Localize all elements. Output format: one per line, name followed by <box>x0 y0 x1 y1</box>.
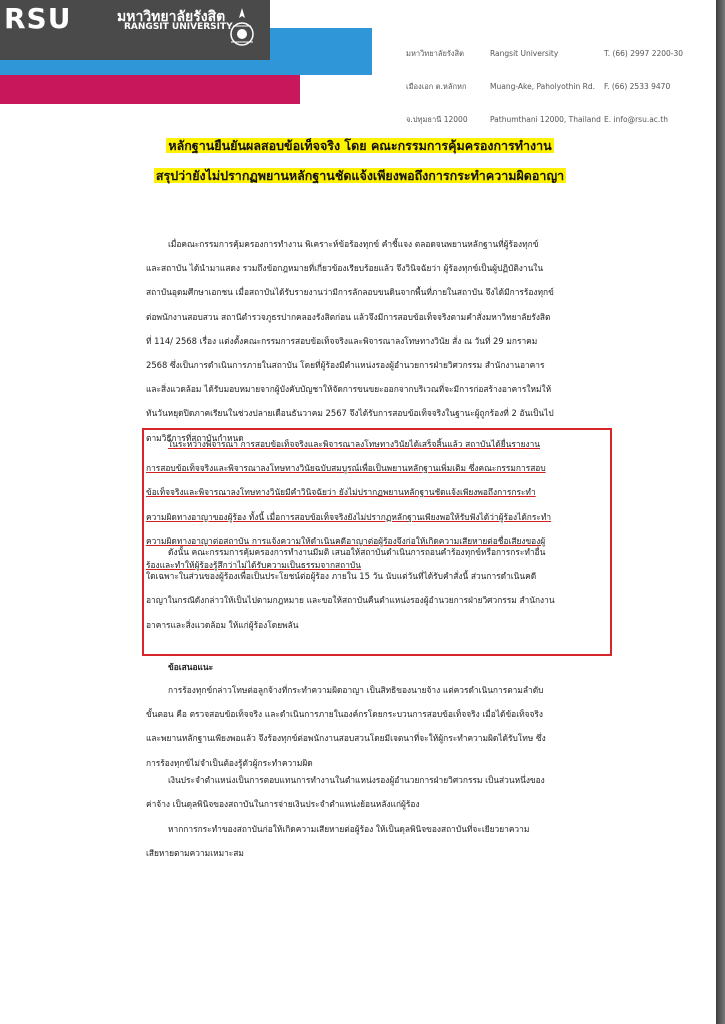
text-line: สถาบันอุดมศึกษาเอกชน เมื่อสถาบันได้รับรายงานว่ามีการลักลอบขนดินจากพื้นที่ภายในสถาบัน จึงได้มีการร้องทุกข์ <box>146 287 554 298</box>
logo-abbreviation: RSU <box>4 2 72 35</box>
contact-fax: F. (66) 2533 9470 <box>604 82 671 91</box>
underlined-text-line: ร้องและทำให้ผู้ร้องรู้สึกว่าไม่ได้รับความเป็นธรรมจากสถาบัน <box>146 560 361 571</box>
text-line: อาคารและสิ่งแวดล้อม ให้แก่ผู้ร้องโดยพลัน <box>146 619 299 630</box>
logo-english-name: RANGSIT UNIVERSITY <box>124 22 233 32</box>
address-english <box>490 26 601 147</box>
address-english-line: Rangsit University <box>490 49 559 58</box>
underlined-text-line: การสอบข้อเท็จจริงและพิจารณาลงโทษทางวินัยฉบับสมบูรณ์เพื่อเป็นพยานหลักฐานเพิ่มเติม ซึ่งคณะกรรมการสอบ <box>146 463 546 474</box>
text-line: ทันวันหยุดปิดภาคเรียนในช่วงปลายเดือนธันวาคม 2567 จึงได้รับการสอบข้อเท็จจริงในฐานะผู้ถูกร้องที่ 2 อันเป็นไป <box>146 408 554 419</box>
page-edge-shadow <box>716 0 725 1024</box>
document-title-line-2 <box>150 166 570 186</box>
text-line: ตามวิธีการที่สถาบันกำหนด <box>146 432 244 443</box>
paragraph-findings <box>146 232 601 450</box>
section-heading-recommendations: ข้อเสนอแนะ <box>168 662 214 672</box>
title-highlight: หลักฐานยืนยันผลสอบข้อเท็จจริง โดย คณะกรรมการคุ้มครองการทำงาน <box>168 138 552 153</box>
paragraph-recommendation-2 <box>146 768 601 816</box>
text-line: หากการกระทำของสถาบันก่อให้เกิดความเสียหายต่อผู้ร้อง ให้เป็นดุลพินิจของสถาบันที่จะเยียวยาความ <box>168 824 530 834</box>
document-title-line-1 <box>150 136 570 156</box>
paragraph-recommendation-1 <box>146 678 601 775</box>
paragraph-recommendation-3 <box>146 817 601 865</box>
underlined-text-line: ความผิดทางอาญาของผู้ร้อง ทั้งนี้ เมื่อการสอบข้อเท็จจริงยังไม่ปรากฏหลักฐานเพียงพอให้รับฟังได้ว่าผู้ร้องได้กระทำ <box>146 511 552 522</box>
contact-email: E. info@rsu.ac.th <box>604 115 668 124</box>
contact-info <box>604 26 683 147</box>
text-line: และพยานหลักฐานเพียงพอแล้ว จึงร้องทุกข์ต่อพนักงานสอบสวนโดยมีเจตนาที่จะให้ผู้กระทำความผิดได้รับโทษ ซึ่ง <box>146 733 546 744</box>
address-english-line: Muang-Ake, Paholyothin Rd. <box>490 82 595 91</box>
paragraph-resolution <box>146 540 601 637</box>
text-line: ต่อพนักงานสอบสวน สถานีตำรวจภูธรปากคลองรังสิตก่อน แล้วจึงมีการสอบข้อเท็จจริงตามคำสั่งมหาวิทยาลัยรังสิต <box>146 311 551 322</box>
text-line: ดังนั้น คณะกรรมการคุ้มครองการทำงานมีมติ เสนอให้สถาบันดำเนินการถอนคำร้องทุกข์หรือการกระทำอื่น <box>168 547 546 557</box>
underlined-text-line: ในระหว่างพิจารณา การสอบข้อเท็จจริงและพิจารณาลงโทษทางวินัยได้เสร็จสิ้นแล้ว สถาบันได้ยื่นรายงาน <box>168 439 540 449</box>
contact-phone: T. (66) 2997 2200-30 <box>604 49 684 58</box>
text-line: การร้องทุกข์ไม่จำเป็นต้องรู้ตัวผู้กระทำความผิด <box>146 757 313 768</box>
address-thai-line: จ.ปทุมธานี 12000 <box>406 115 468 124</box>
text-line: เสียหายตามความเหมาะสม <box>146 848 244 859</box>
text-line: เมื่อคณะกรรมการคุ้มครองการทำงาน พิเคราะห์ข้อร้องทุกข์ คำชี้แจง ตลอดจนพยานหลักฐานที่ผู้ร้องทุกข์ <box>168 239 539 249</box>
address-english-line: Pathumthani 12000, Thailand <box>490 115 601 124</box>
underlined-text-line: ข้อเท็จจริงและพิจารณาลงโทษทางวินัยมีคำวินิจฉัยว่า ยังไม่ปรากฏพยานหลักฐานชัดแจ้งเพียงพอถึงการกระทำ <box>146 487 536 498</box>
university-seal-icon <box>224 4 260 52</box>
address-thai <box>406 26 468 147</box>
text-line: การร้องทุกข์กล่าวโทษต่อลูกจ้างที่กระทำความผิดอาญา เป็นสิทธิของนายจ้าง แต่ควรดำเนินการตามลำดับ <box>168 685 544 695</box>
text-line: ที่ 114/ 2568 เรื่อง แต่งตั้งคณะกรรมการสอบข้อเท็จจริงและพิจารณาลงโทษทางวินัย สั่ง ณ วันที่ 29 มกราคม <box>146 335 538 346</box>
address-thai-line: เมืองเอก ต.หลักหก <box>406 82 467 91</box>
text-line: ขั้นตอน คือ ตรวจสอบข้อเท็จจริง และดำเนินการภายในองค์กรโดยกระบวนการสอบข้อเท็จจริง เมื่อได้ข้อเท็จจริง <box>146 709 543 720</box>
text-line: และสิ่งแวดล้อม ได้รับมอบหมายจากผู้บังคับบัญชาให้จัดการขนขยะออกจากบริเวณที่จะมีการก่อสร้างอาคารใหม่ให้ <box>146 384 552 395</box>
text-line: ใดเฉพาะในส่วนของผู้ร้องเพื่อเป็นประโยชน์ต่อผู้ร้อง ภายใน 15 วัน นับแต่วันที่ได้รับคำสั่งนี้ ส่วนการดำเนินคดี <box>146 571 537 582</box>
title-highlight: สรุปว่ายังไม่ปรากฏพยานหลักฐานชัดแจ้งเพียงพอถึงการกระทำความผิดอาญา <box>155 168 565 183</box>
text-line: 2568 ซึ่งเป็นการดำเนินการภายในสถาบัน โดยที่ผู้ร้องมีตำแหน่งรองผู้อำนวยการฝ่ายวิศวกรรม สำนักงานอาคาร <box>146 360 545 371</box>
text-line: เงินประจำตำแหน่งเป็นการตอบแทนการทำงานในตำแหน่งรองผู้อำนวยการฝ่ายวิศวกรรม เป็นส่วนหนึ่งของ <box>168 775 545 785</box>
address-thai-line: มหาวิทยาลัยรังสิต <box>406 49 464 58</box>
text-line: อาญาในกรณีดังกล่าวให้เป็นไปตามกฎหมาย และขอให้สถาบันคืนตำแหน่งรองผู้อำนวยการฝ่ายวิศวกรรม สำนักงาน <box>146 595 555 606</box>
underlined-text-line: ความผิดทางอาญาต่อสถาบัน การแจ้งความให้ดำเนินคดีอาญาต่อผู้ร้องจึงก่อให้เกิดความเสียหายต่อชื่อเสียงของผู้ <box>146 535 546 546</box>
logo-thai-name: มหาวิทยาลัยรังสิต <box>117 9 226 25</box>
text-line: และสถาบัน ได้นำมาแสดง รวมถึงข้อกฎหมายที่เกี่ยวข้องเรียบร้อยแล้ว จึงวินิจฉัยว่า ผู้ร้องทุกข์เป็นผู้ปฏิบัติงานใน <box>146 263 544 274</box>
text-line: ค่าจ้าง เป็นดุลพินิจของสถาบันในการจ่ายเงินประจำตำแหน่งย้อนหลังแก่ผู้ร้อง <box>146 799 420 810</box>
